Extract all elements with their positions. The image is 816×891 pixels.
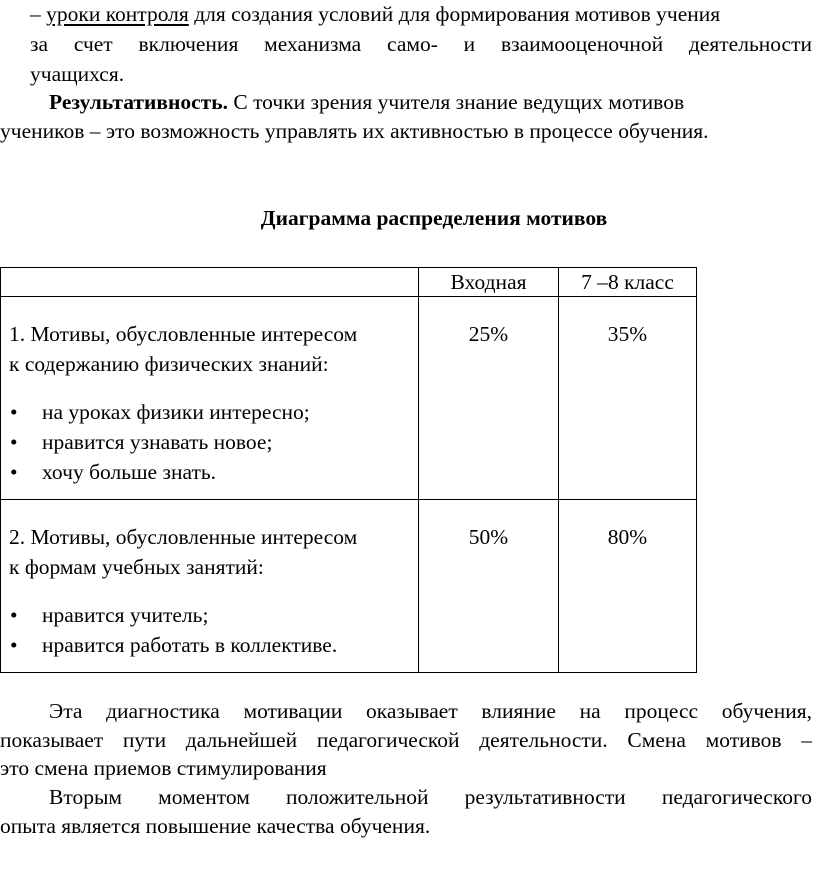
- result-line-2: учеников – это возможность управлять их активностью в процессе обучения.: [0, 119, 709, 143]
- closing-line-4: Вторым моментом положительной результативности педагогического: [49, 785, 812, 809]
- list-item: • нравится узнавать новое;: [9, 427, 412, 457]
- input-value: 25%: [419, 297, 559, 500]
- intro-line-1: [30, 0, 720, 28]
- grade-value: 80%: [559, 500, 697, 673]
- list-item: • нравится работать в коллективе.: [9, 630, 412, 660]
- intro-line-3: учащихся.: [30, 62, 125, 86]
- input-value: 50%: [419, 500, 559, 673]
- table-row: [1, 297, 697, 500]
- bullet-icon: •: [10, 633, 18, 657]
- motive-bullets: [9, 397, 412, 487]
- closing-line-5: опыта является повышение качества обучения.: [0, 814, 431, 838]
- result-heading: Результативность.: [49, 90, 228, 114]
- list-item: • на уроках физики интересно;: [9, 397, 412, 427]
- table-row: [1, 500, 697, 673]
- motive-title-line: к формам учебных занятий:: [9, 555, 264, 579]
- grade-value: 35%: [559, 297, 697, 500]
- list-item: • хочу больше знать.: [9, 457, 412, 487]
- motive-title-line: к содержанию физических знаний:: [9, 352, 329, 376]
- result-line-1-rest: С точки зрения учителя знание ведущих мотивов: [227, 90, 685, 114]
- table-header-row: [1, 268, 697, 297]
- bullet-icon: •: [10, 400, 18, 424]
- motive-cell: [1, 500, 419, 673]
- closing-line-1: Эта диагностика мотивации оказывает влияние на процесс обучения,: [49, 699, 812, 723]
- header-empty: [1, 268, 419, 297]
- motives-table: [0, 267, 697, 673]
- intro-line-2: за счет включения механизма само- и взаимооценочной деятельности: [30, 32, 812, 56]
- list-item: • нравится учитель;: [9, 600, 412, 630]
- bullet-icon: •: [10, 460, 18, 484]
- motive-cell: [1, 297, 419, 500]
- intro-line-1-rest: для создания условий для формирования мотивов учения: [188, 2, 721, 26]
- header-grade: 7 –8 класс: [559, 268, 697, 297]
- table-title: Диаграмма распределения мотивов: [260, 206, 608, 230]
- bullet-icon: •: [10, 430, 18, 454]
- dash: –: [30, 2, 41, 26]
- closing-line-3: это смена приемов стимулирования: [0, 756, 327, 780]
- motive-title-line: 1. Мотивы, обусловленные интересом: [9, 322, 358, 346]
- motive-title-line: 2. Мотивы, обусловленные интересом: [9, 525, 358, 549]
- header-input: Входная: [419, 268, 559, 297]
- motive-bullets: [9, 600, 412, 660]
- result-line-1: [49, 88, 684, 116]
- underlined-term: уроки контроля: [46, 2, 189, 26]
- closing-line-2: показывает пути дальнейшей педагогической деятельности. Смена мотивов –: [0, 728, 812, 752]
- bullet-icon: •: [10, 603, 18, 627]
